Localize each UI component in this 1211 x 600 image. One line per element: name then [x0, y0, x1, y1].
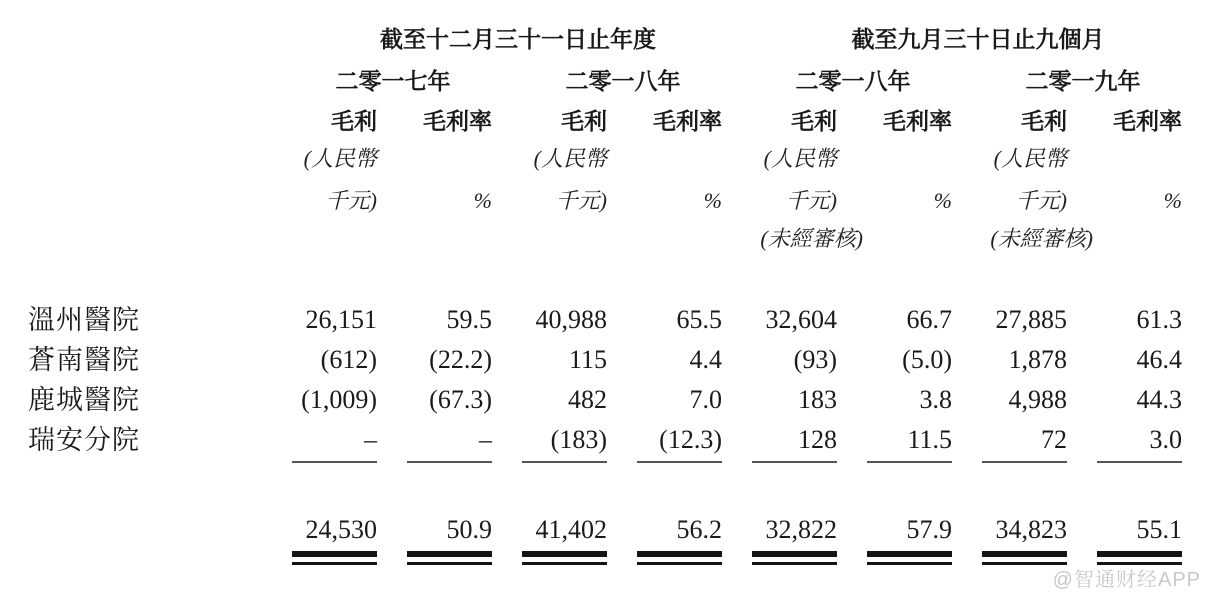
row-label: 瑞安分院 [28, 425, 140, 455]
period-header-nine-months-sep30: 截至九月三十日止九個月 [851, 26, 1105, 52]
unit-label: % [473, 188, 492, 213]
unaudited-label [1093, 224, 1208, 254]
metric-header-row [0, 106, 1211, 136]
cell-value: 3.0 [1149, 425, 1182, 454]
year-header-2019-9m: 二零一九年 [1025, 68, 1141, 94]
row-label: 蒼南醫院 [28, 345, 140, 375]
cell-value: 27,885 [995, 305, 1067, 334]
total-rule [863, 551, 978, 565]
total-value: 34,823 [995, 515, 1067, 544]
cell-value: 72 [1041, 425, 1067, 454]
period-group-header-row [0, 24, 1211, 54]
spacer [0, 551, 288, 565]
spacer [0, 144, 288, 174]
year-header-row [0, 66, 1211, 96]
unaudited-label: (未經審核) [990, 226, 1093, 251]
subtotal-rule-row [0, 461, 1211, 463]
total-rule [633, 551, 748, 565]
unit-label: 千元) [325, 188, 377, 213]
unit-label: (人民幣 [303, 146, 377, 171]
year-header-2018-9m: 二零一八年 [795, 68, 911, 94]
unit-label: (人民幣 [993, 146, 1067, 171]
watermark-zhitong-finance: @智通财经APP [1052, 569, 1201, 591]
cell-value: 4.4 [689, 345, 722, 374]
metric-header: 毛利 [1021, 108, 1067, 134]
cell-value: 32,604 [765, 305, 837, 334]
metric-header: 毛利 [561, 108, 607, 134]
row-label: 溫州醫院 [28, 305, 140, 335]
cell-value: 65.5 [676, 305, 722, 334]
cell-value: 66.7 [906, 305, 952, 334]
column-rule [863, 461, 978, 463]
cell-value: 46.4 [1136, 345, 1182, 374]
cell-value: 482 [568, 385, 607, 414]
total-rule [403, 551, 518, 565]
unaudited-label [403, 224, 518, 254]
spacer [0, 24, 288, 54]
column-rule [748, 461, 863, 463]
total-rule-row [0, 551, 1211, 565]
total-rule [288, 551, 403, 565]
spacer [0, 66, 288, 96]
total-value: 50.9 [446, 515, 492, 544]
cell-value: – [479, 425, 492, 454]
spacer [0, 186, 288, 216]
column-rule [1093, 461, 1208, 463]
total-rule [518, 551, 633, 565]
unit-label: 千元) [785, 188, 837, 213]
cell-value: 40,988 [535, 305, 607, 334]
total-value: 56.2 [676, 515, 722, 544]
metric-header: 毛利率 [883, 108, 952, 134]
cell-value: 1,878 [1008, 345, 1067, 374]
unaudited-label: (未經審核) [760, 226, 863, 251]
unit-label [1093, 144, 1208, 174]
cell-value: 26,151 [305, 305, 377, 334]
row-label: 鹿城醫院 [28, 385, 140, 415]
total-rule [748, 551, 863, 565]
column-rule [518, 461, 633, 463]
total-value: 32,822 [765, 515, 837, 544]
cell-value: 11.5 [907, 425, 952, 454]
table-row-wenzhou-hospital [0, 300, 1211, 340]
cell-value: 59.5 [446, 305, 492, 334]
metric-header: 毛利率 [423, 108, 492, 134]
table-row-total [0, 510, 1211, 550]
year-header-2018: 二零一八年 [565, 68, 681, 94]
spacer [0, 224, 288, 254]
cell-value: 61.3 [1136, 305, 1182, 334]
column-rule [403, 461, 518, 463]
unit-label: 千元) [1015, 188, 1067, 213]
unit-label [863, 144, 978, 174]
cell-value: 3.8 [919, 385, 952, 414]
cell-value: (5.0) [902, 345, 952, 374]
unaudited-label [633, 224, 748, 254]
total-value: 57.9 [906, 515, 952, 544]
total-value: 24,530 [305, 515, 377, 544]
cell-value: 183 [798, 385, 837, 414]
column-rule [633, 461, 748, 463]
year-header-2017: 二零一七年 [335, 68, 451, 94]
unaudited-label [288, 224, 403, 254]
unit-label [403, 144, 518, 174]
unit-row-thousand-percent [0, 186, 1211, 216]
unaudited-label [518, 224, 633, 254]
unit-label: (人民幣 [763, 146, 837, 171]
row-label [0, 510, 288, 550]
cell-value: (1,009) [301, 385, 377, 414]
cell-value: (67.3) [429, 385, 492, 414]
period-header-year-ended-dec31: 截至十二月三十一日止年度 [380, 26, 656, 52]
total-value: 55.1 [1136, 515, 1182, 544]
cell-value: (22.2) [429, 345, 492, 374]
unit-label [633, 144, 748, 174]
cell-value: 128 [798, 425, 837, 454]
spacer [0, 106, 288, 136]
spacer [0, 461, 288, 463]
unit-label: % [1163, 188, 1182, 213]
unit-row-rmb [0, 144, 1211, 174]
unit-row-unaudited [0, 224, 1211, 254]
metric-header: 毛利率 [1113, 108, 1182, 134]
column-rule [288, 461, 403, 463]
table-row-ruian-branch [0, 420, 1211, 460]
column-rule [978, 461, 1093, 463]
unit-label: 千元) [555, 188, 607, 213]
unaudited-label [863, 224, 978, 254]
metric-header: 毛利率 [653, 108, 722, 134]
cell-value: (12.3) [659, 425, 722, 454]
cell-value: 44.3 [1136, 385, 1182, 414]
table-row-cangnan-hospital [0, 340, 1211, 380]
cell-value: 4,988 [1008, 385, 1067, 414]
cell-value: 115 [568, 345, 607, 374]
cell-value: 7.0 [689, 385, 722, 414]
table-row-lucheng-hospital [0, 380, 1211, 420]
unit-label: % [933, 188, 952, 213]
cell-value: (612) [320, 345, 377, 374]
metric-header: 毛利 [791, 108, 837, 134]
total-value: 41,402 [535, 515, 607, 544]
unit-label: (人民幣 [533, 146, 607, 171]
cell-value: (183) [550, 425, 607, 454]
cell-value: – [364, 425, 377, 454]
metric-header: 毛利 [331, 108, 377, 134]
cell-value: (93) [793, 345, 837, 374]
unit-label: % [703, 188, 722, 213]
